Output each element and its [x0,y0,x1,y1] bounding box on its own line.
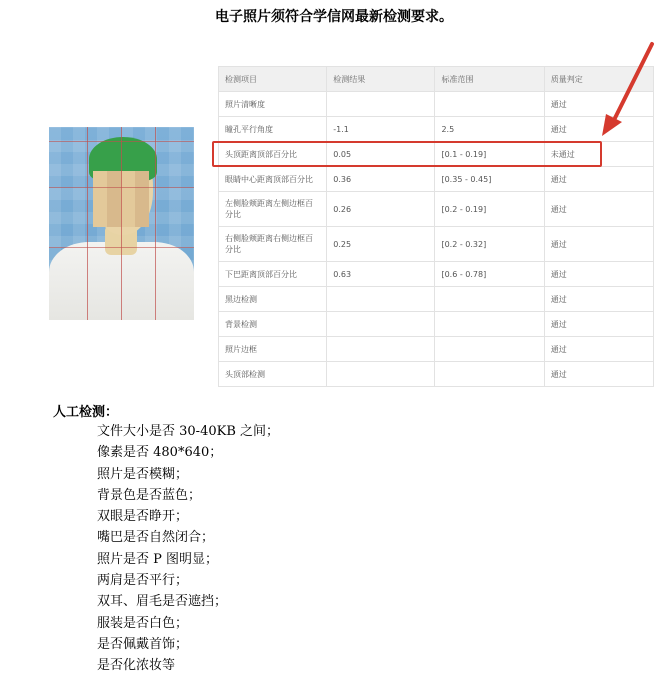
cell-judgement: 通过 [544,262,653,287]
cell-range: [0.2 - 0.32] [435,227,544,262]
cell-judgement: 通过 [544,92,653,117]
list-item: 两肩是否平行； [97,573,189,589]
cell-item: 背景检测 [219,312,327,337]
list-item: 是否佩戴首饰； [97,636,189,652]
cell-judgement: 通过 [544,287,653,312]
list-item: 服装是否白色； [97,615,189,631]
cell-item: 右侧脸颊距离右侧边框百分比 [219,227,327,262]
page-title: 电子照片须符合学信网最新检测要求。 [215,9,453,25]
cell-item: 瞳孔平行角度 [219,117,327,142]
cell-item: 左侧脸颊距离左侧边框百分比 [219,192,327,227]
id-photo [49,127,194,320]
cell-judgement: 通过 [544,227,653,262]
cell-result [327,312,435,337]
cell-item: 照片边框 [219,337,327,362]
list-item: 嘴巴是否自然闭合； [97,530,215,546]
table-row [219,337,654,362]
list-item: 照片是否模糊； [97,466,189,482]
cell-range [435,92,544,117]
cell-result: 0.25 [327,227,435,262]
list-item: 双眼是否睁开； [97,509,189,525]
manual-check-list [97,421,279,677]
cell-judgement: 通过 [544,167,653,192]
failed-row-highlight-box [212,141,602,167]
table-row [219,287,654,312]
table-row [219,192,654,227]
header-range: 标准范围 [435,67,544,92]
manual-check-heading: 人工检测： [53,405,119,420]
cell-item: 头顶部检测 [219,362,327,387]
cell-item: 照片清晰度 [219,92,327,117]
guide-line [87,127,88,320]
cell-result [327,92,435,117]
detection-results-table [218,66,654,387]
cell-judgement: 通过 [544,312,653,337]
table-row [219,167,654,192]
cell-range: 2.5 [435,117,544,142]
guide-line [121,127,122,320]
cell-range [435,337,544,362]
red-arrow-icon [598,40,658,140]
table-row [219,117,654,142]
cell-item: 下巴距离顶部百分比 [219,262,327,287]
list-item: 像素是否 480*640； [97,445,223,461]
cell-judgement: 通过 [544,362,653,387]
cell-result [327,337,435,362]
list-item: 照片是否 P 图明显； [97,551,219,567]
table-row [219,312,654,337]
cell-range [435,362,544,387]
cell-judgement: 未通过 [544,142,653,167]
cell-result: 0.63 [327,262,435,287]
list-item: 背景色是否蓝色； [97,487,202,503]
table-row [219,92,654,117]
table-row [219,227,654,262]
cell-judgement: 通过 [544,192,653,227]
guide-line [155,127,156,320]
cell-range: [0.35 - 0.45] [435,167,544,192]
header-judgement: 质量判定 [544,67,653,92]
table-header-row [219,67,654,92]
cell-result [327,287,435,312]
table-row [219,262,654,287]
guide-line [49,141,194,142]
cell-range: [0.2 - 0.19] [435,192,544,227]
cell-result: -1.1 [327,117,435,142]
table-row [219,362,654,387]
list-item: 文件大小是否 30-40KB 之间； [97,424,280,439]
cell-result [327,362,435,387]
cell-judgement: 通过 [544,117,653,142]
cell-item: 黑边检测 [219,287,327,312]
cell-range [435,287,544,312]
header-result: 检测结果 [327,67,435,92]
cell-range: [0.1 - 0.19] [435,142,544,167]
guide-line [49,247,194,248]
guide-line [49,187,194,188]
cell-item: 眼睛中心距离顶部百分比 [219,167,327,192]
cell-judgement: 通过 [544,337,653,362]
cell-result: 0.26 [327,192,435,227]
header-item: 检测项目 [219,67,327,92]
list-item: 是否化浓妆等 [97,658,176,674]
cell-result: 0.05 [327,142,435,167]
cell-range: [0.6 - 0.78] [435,262,544,287]
list-item: 双耳、眉毛是否遮挡； [97,594,228,610]
cell-item: 头顶距离顶部百分比 [219,142,327,167]
cell-result: 0.36 [327,167,435,192]
cell-range [435,312,544,337]
